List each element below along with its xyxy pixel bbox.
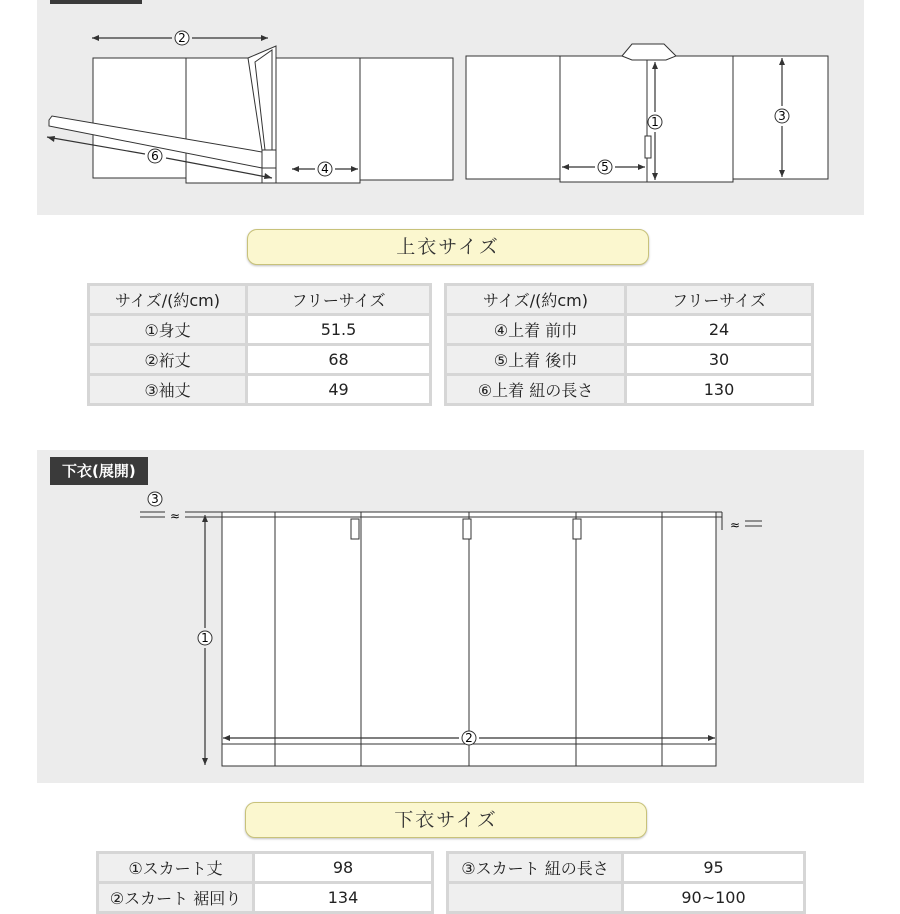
lower-size-banner: 下衣サイズ: [245, 802, 647, 838]
header-size: サイズ/(約cm): [90, 286, 245, 313]
table-row: [449, 884, 803, 911]
row-label: ②裄丈: [90, 346, 245, 373]
row-label: [449, 884, 621, 911]
row-value: 68: [248, 346, 429, 373]
marker-upper-5: 5: [601, 160, 609, 174]
marker-lower-1: 1: [201, 631, 209, 645]
row-label: ②スカート 裾回り: [99, 884, 252, 911]
marker-upper-6: 6: [151, 149, 159, 163]
row-value: 134: [255, 884, 431, 911]
table-row: [99, 854, 431, 881]
row-label: ③スカート 紐の長さ: [449, 854, 621, 881]
row-value: 49: [248, 376, 429, 403]
row-label: ⑥上着 紐の長さ: [447, 376, 624, 403]
row-label: ①スカート丈: [99, 854, 252, 881]
row-value: 30: [627, 346, 811, 373]
header-size: サイズ/(約cm): [447, 286, 624, 313]
wave-right: ≈: [729, 518, 741, 532]
row-value: 90~100: [624, 884, 803, 911]
header-free-size: フリーサイズ: [248, 286, 429, 313]
marker-upper-4: 4: [321, 162, 329, 176]
lower-size-table-left: [96, 851, 434, 914]
row-label: ⑤上着 後巾: [447, 346, 624, 373]
skirt-drawing: [222, 512, 716, 766]
lower-size-table-right: [446, 851, 806, 914]
lower-section-tag: 下衣(展開): [50, 457, 148, 485]
table-row: [449, 854, 803, 881]
table-row: [99, 884, 431, 911]
marker-upper-1: 1: [651, 115, 659, 129]
header-free-size: フリーサイズ: [627, 286, 811, 313]
marker-upper-2: 2: [178, 31, 186, 45]
marker-lower-2: 2: [465, 731, 473, 745]
row-value: 51.5: [248, 316, 429, 343]
row-label: ④上着 前巾: [447, 316, 624, 343]
row-value: 130: [627, 376, 811, 403]
marker-lower-3: 3: [151, 492, 159, 506]
row-label: ③袖丈: [90, 376, 245, 403]
upper-size-banner: 上衣サイズ: [247, 229, 649, 265]
wave-left: ≈: [169, 509, 181, 523]
row-label: ①身丈: [90, 316, 245, 343]
row-value: 95: [624, 854, 803, 881]
row-value: 24: [627, 316, 811, 343]
marker-upper-3: 3: [778, 109, 786, 123]
row-value: 98: [255, 854, 431, 881]
